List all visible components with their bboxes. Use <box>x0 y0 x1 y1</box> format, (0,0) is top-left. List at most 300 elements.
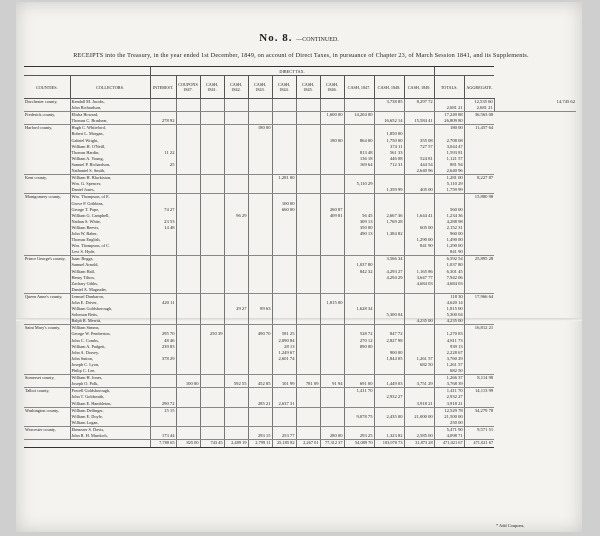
value-cell <box>150 256 176 263</box>
value-cell <box>296 388 320 395</box>
county-cell: Frederick county, <box>25 112 56 118</box>
value-cell <box>434 194 464 201</box>
collector-cell: Joseph C. Lyon, <box>70 362 150 368</box>
value-cell <box>150 125 176 132</box>
county-cell: Montgomery county, <box>25 194 62 200</box>
value-cell <box>150 249 176 256</box>
value-cell: 781 09 <box>296 381 320 388</box>
value-cell <box>374 125 404 132</box>
value-cell <box>296 125 320 132</box>
value-cell: 1,266 37 <box>434 375 464 382</box>
collector-cell: William Beevis, <box>70 225 150 231</box>
collector-cell: William H. Jones, <box>70 375 150 382</box>
collector-cell: Levi S. Hyde, <box>70 249 150 256</box>
value-cell: 4,294 29 <box>374 275 404 281</box>
county-cell: Queen Anne's county, <box>25 293 63 299</box>
value-cell <box>272 420 296 427</box>
value-cell: 682 50 <box>404 362 434 368</box>
value-cell <box>150 325 176 332</box>
value-cell <box>272 118 296 125</box>
value-cell <box>344 287 374 294</box>
total-cell: 31,873 28 <box>404 440 434 448</box>
value-cell <box>344 125 374 132</box>
value-cell <box>320 168 344 175</box>
value-cell <box>374 368 404 375</box>
value-cell <box>320 187 344 194</box>
value-cell <box>224 118 248 125</box>
value-cell <box>248 249 272 256</box>
value-cell <box>374 401 404 408</box>
col-head-counties: COUNTIES. <box>24 76 70 99</box>
value-cell: 5,471 90 <box>434 426 464 433</box>
value-cell <box>272 194 296 201</box>
value-cell: 841 90 <box>434 249 464 256</box>
value-cell: 56 45 <box>344 213 374 219</box>
county-cell: Prince George's county, <box>25 256 66 262</box>
value-cell: 1,270 83 <box>434 331 464 337</box>
value-cell <box>374 325 404 332</box>
value-cell: 1,261 57 <box>434 362 464 368</box>
title-text: No. 8. <box>259 32 293 44</box>
value-cell: 1,769 28 <box>374 219 404 225</box>
value-cell <box>272 293 296 300</box>
value-cell <box>272 388 296 395</box>
value-cell: 490 13 <box>344 231 374 237</box>
value-cell <box>200 175 224 182</box>
county-cell: Talbot county, <box>25 388 50 394</box>
value-cell <box>344 249 374 256</box>
value-cell <box>248 420 272 427</box>
county-cell: Saint Mary's county, <box>25 325 61 331</box>
value-cell <box>200 420 224 427</box>
value-cell <box>344 168 374 175</box>
value-cell: 1,281 00 <box>272 175 296 182</box>
value-cell <box>176 375 200 382</box>
value-cell <box>404 388 434 395</box>
col-head-coupons-1847: COUPONS 1847. <box>176 76 200 99</box>
value-cell: 285 21 <box>248 401 272 408</box>
value-cell: 2,637 31 <box>272 401 296 408</box>
value-cell <box>344 325 374 332</box>
value-cell: 1,411 70 <box>344 388 374 395</box>
value-cell: 1,628 34 <box>344 306 374 312</box>
value-cell <box>272 99 296 106</box>
value-cell: 1,759 99 <box>434 187 464 194</box>
value-cell <box>320 125 344 132</box>
value-cell <box>296 256 320 263</box>
col-head-cash-1848: CASH, 1848. <box>374 76 404 99</box>
collector-cell: George W. Pemberton, <box>70 331 150 337</box>
value-cell: 89 63 <box>248 306 272 312</box>
table-row <box>24 368 576 375</box>
collector-cell: John C. Combs, <box>70 338 150 344</box>
value-cell <box>404 112 434 119</box>
value-cell: 378 29 <box>150 356 176 362</box>
value-cell <box>320 368 344 375</box>
value-cell <box>320 293 344 300</box>
value-cell: 864 00 <box>344 138 374 144</box>
value-cell <box>374 426 404 433</box>
value-cell <box>374 318 404 325</box>
value-cell <box>404 368 434 375</box>
total-cell: 77,312 37 <box>320 440 344 448</box>
value-cell: 101 99 <box>272 381 296 388</box>
total-cell: 7,780 65 <box>150 440 176 448</box>
collector-cell: Wm. G. Spencer, <box>70 181 150 187</box>
value-cell <box>374 375 404 382</box>
value-cell: 17,966 64 <box>464 293 494 300</box>
value-cell: 3,918 21 <box>434 401 464 408</box>
value-cell <box>224 388 248 395</box>
table-row <box>24 293 576 300</box>
value-cell <box>404 287 434 294</box>
value-cell <box>248 407 272 414</box>
table-row <box>24 426 576 433</box>
value-cell: 2,932 27 <box>434 394 464 400</box>
value-cell <box>248 388 272 395</box>
value-cell: 4,098 71 <box>434 433 464 440</box>
value-cell <box>200 249 224 256</box>
value-cell <box>344 194 374 201</box>
value-cell: 3,918 21 <box>404 401 434 408</box>
collector-cell: Wm. Thompson, of E. <box>70 194 150 201</box>
value-cell: 2,640 96 <box>404 168 434 175</box>
value-cell <box>320 388 344 395</box>
value-cell <box>176 401 200 408</box>
county-cell: Somerset county, <box>25 375 55 381</box>
value-cell <box>176 168 200 175</box>
value-cell <box>374 420 404 427</box>
value-cell: 1,359 99 <box>374 187 404 194</box>
collector-cell: Isaac Boggs, <box>70 256 150 263</box>
table-row <box>24 105 576 112</box>
collector-cell: Robert L. Morgan, <box>70 131 150 137</box>
value-cell <box>176 287 200 294</box>
value-cell <box>272 325 296 332</box>
total-cell: 2,489 19 <box>224 440 248 448</box>
col-head-interest: INTEREST. <box>150 76 176 99</box>
value-cell: 100 00 <box>272 201 296 207</box>
table-row <box>24 375 576 382</box>
value-cell <box>464 368 494 375</box>
county-cell: Washington county, <box>25 407 59 413</box>
value-cell: 2,601 74 <box>272 356 296 362</box>
collector-cell: William Hall, <box>70 269 150 275</box>
county-cell: Harford county, <box>25 125 53 131</box>
total-cell: 2,267 01 <box>296 440 320 448</box>
value-cell <box>200 375 224 382</box>
collector-cell: Ralph R. Merritt, <box>70 318 150 325</box>
value-cell: 1,850 00 <box>374 131 404 137</box>
value-cell <box>200 125 224 132</box>
value-cell: 3,760 29 <box>434 356 464 362</box>
value-cell: 2,152 31 <box>434 225 464 231</box>
table-row <box>24 433 576 440</box>
value-cell: 1,844 05 <box>374 356 404 362</box>
table-row <box>24 118 576 125</box>
value-cell <box>200 407 224 414</box>
value-cell: 21,000 00 <box>404 414 434 420</box>
collector-cell: Joseph O. Polk, <box>70 381 150 388</box>
collector-cell: John Sutton, <box>70 356 150 362</box>
value-cell <box>404 325 434 332</box>
value-cell <box>404 407 434 414</box>
table-row <box>24 187 576 194</box>
value-cell <box>320 407 344 414</box>
value-cell <box>176 175 200 182</box>
value-cell: 8,297 72 <box>404 99 434 106</box>
value-cell <box>344 175 374 182</box>
value-cell <box>224 99 248 106</box>
table-row <box>24 388 576 395</box>
value-cell <box>176 293 200 300</box>
value-cell: 1,165 86 <box>404 269 434 275</box>
value-cell <box>176 318 200 325</box>
value-cell <box>344 105 374 112</box>
table-row <box>24 168 576 175</box>
value-cell <box>224 426 248 433</box>
value-cell: 682 50 <box>434 368 464 375</box>
value-cell <box>374 293 404 300</box>
value-cell <box>320 318 344 325</box>
col-head-cash-1842: CASH, 1842. <box>224 76 248 99</box>
value-cell: 1,281 00 <box>434 175 464 182</box>
value-cell <box>200 256 224 263</box>
value-cell: 6,301 45 <box>434 269 464 275</box>
value-cell <box>320 249 344 256</box>
total-cell: 471,021 67 <box>464 440 494 448</box>
value-cell <box>150 105 176 112</box>
collector-cell: Henry Tilton, <box>70 275 150 281</box>
value-cell <box>176 187 200 194</box>
value-cell: 841 90 <box>404 243 434 249</box>
value-cell: 1,290 00 <box>404 237 434 243</box>
value-cell <box>248 118 272 125</box>
collector-cell: Powell Goldsborough, <box>70 388 150 395</box>
value-cell <box>248 112 272 119</box>
value-cell <box>248 194 272 201</box>
value-cell: 3,647 77 <box>404 275 434 281</box>
value-cell <box>200 168 224 175</box>
value-cell: 561 33 <box>374 150 404 156</box>
value-cell <box>150 420 176 427</box>
value-cell <box>176 125 200 132</box>
table-row <box>24 420 576 427</box>
collector-cell: William A. Padgett, <box>70 344 150 350</box>
value-cell: 4,288 98 <box>434 219 464 225</box>
value-cell <box>296 407 320 414</box>
value-cell <box>200 318 224 325</box>
total-cell: 2,799 11 <box>248 440 272 448</box>
value-cell: 270 12 <box>344 338 374 344</box>
value-cell: 2,435 00 <box>374 414 404 420</box>
value-cell <box>200 105 224 112</box>
value-cell: 136 18 <box>344 156 374 162</box>
county-cell-empty <box>24 433 70 440</box>
total-cell: 743 45 <box>200 440 224 448</box>
value-cell <box>224 168 248 175</box>
value-cell <box>272 287 296 294</box>
value-cell <box>224 293 248 300</box>
county-cell-empty <box>24 118 70 125</box>
value-cell <box>320 256 344 263</box>
value-cell <box>374 112 404 119</box>
value-cell: 355 08 <box>404 138 434 144</box>
value-cell: 660 00 <box>272 207 296 213</box>
table-row <box>24 407 576 414</box>
value-cell: 1,411 70 <box>434 388 464 395</box>
value-cell <box>296 375 320 382</box>
table-row <box>24 175 576 182</box>
value-cell <box>176 194 200 201</box>
value-cell: 278 92 <box>150 118 176 125</box>
value-cell <box>224 433 248 440</box>
collector-cell: John T. Goldsmith, <box>70 394 150 400</box>
county-cell-empty <box>24 420 70 427</box>
value-cell: 239 83 <box>150 344 176 350</box>
value-cell <box>224 375 248 382</box>
value-cell <box>176 420 200 427</box>
county-cell: Dorchester county, <box>25 99 58 104</box>
value-cell: 1,234 36 <box>434 213 464 219</box>
value-cell <box>224 256 248 263</box>
value-cell: 280 00 <box>320 433 344 440</box>
value-cell <box>374 194 404 201</box>
value-cell <box>176 407 200 414</box>
value-cell <box>248 175 272 182</box>
value-cell <box>344 401 374 408</box>
document-page <box>16 2 582 532</box>
value-cell: 253 77 <box>272 433 296 440</box>
value-cell <box>150 187 176 194</box>
collector-cell: William Logan, <box>70 420 150 427</box>
value-cell <box>200 433 224 440</box>
collector-cell: Philip C. Lee, <box>70 368 150 375</box>
county-cell-empty <box>24 368 70 375</box>
value-cell <box>344 368 374 375</box>
value-cell <box>272 368 296 375</box>
value-cell <box>248 287 272 294</box>
value-cell: 6,592 54 <box>434 256 464 263</box>
value-cell <box>320 287 344 294</box>
value-cell: 4,684 03 <box>434 281 464 287</box>
value-cell: 8,114 90 <box>464 375 494 382</box>
value-cell <box>200 99 224 106</box>
table-row <box>24 99 576 106</box>
value-cell: 452 85 <box>248 381 272 388</box>
collector-cell: Thomas C. Brashear, <box>70 118 150 125</box>
table-row <box>24 318 576 325</box>
value-cell: 881 94 <box>434 162 464 168</box>
footnote: * Add Coupons, <box>496 523 525 528</box>
value-cell <box>374 388 404 395</box>
collector-cell: William G. Campbell, <box>70 213 150 219</box>
value-cell <box>296 112 320 119</box>
value-cell <box>150 175 176 182</box>
value-cell: 14,745 62 <box>494 99 576 106</box>
collector-cell: Samuel P. Richardson, <box>70 162 150 168</box>
table-row <box>24 401 576 408</box>
value-cell <box>434 325 464 332</box>
value-cell: 847 72 <box>374 331 404 337</box>
value-cell <box>344 256 374 263</box>
col-head-collectors: COLLECTORS. <box>70 76 150 99</box>
value-cell <box>320 401 344 408</box>
collector-cell: Wm. Thompson, of C. <box>70 243 150 249</box>
value-cell <box>200 426 224 433</box>
value-cell: 9,571 51 <box>464 426 494 433</box>
value-cell: 350 00 <box>344 225 374 231</box>
value-cell <box>374 407 404 414</box>
value-cell <box>176 433 200 440</box>
value-cell: 2,708 08 <box>434 138 464 144</box>
collector-cell: John R. H. Murdoch, <box>70 433 150 440</box>
col-head-cash-1849: CASH, 1849. <box>404 76 434 99</box>
value-cell: 4,684 03 <box>404 281 434 287</box>
county-cell-empty <box>24 168 70 175</box>
value-cell: 490 70 <box>248 331 272 337</box>
value-cell <box>272 249 296 256</box>
value-cell: 5,110 29 <box>434 181 464 187</box>
value-cell: 939 13 <box>434 344 464 350</box>
value-cell <box>224 420 248 427</box>
table-row <box>24 125 576 132</box>
collector-cell: George T. Pope, <box>70 207 150 213</box>
value-cell: 3,768 39 <box>434 381 464 388</box>
receipts-table <box>24 66 576 448</box>
value-cell <box>224 175 248 182</box>
col-head-cash-1845: CASH, 1845. <box>296 76 320 99</box>
value-cell <box>200 325 224 332</box>
total-cell: 825 00 <box>176 440 200 448</box>
value-cell <box>224 407 248 414</box>
value-cell <box>296 249 320 256</box>
value-cell: 21,500 00 <box>434 414 464 420</box>
value-cell <box>464 381 494 388</box>
value-cell: 12,529 78 <box>434 407 464 414</box>
value-cell <box>320 325 344 332</box>
collector-cell: Grove P. Gribbins, <box>70 201 150 207</box>
value-cell <box>150 381 176 388</box>
value-cell: 173 44 <box>150 433 176 440</box>
value-cell <box>344 187 374 194</box>
collector-cell: Thomas English, <box>70 237 150 243</box>
table-row <box>24 325 576 332</box>
value-cell <box>344 420 374 427</box>
value-cell <box>224 194 248 201</box>
collector-cell: William Dellinger, <box>70 407 150 414</box>
value-cell: 295 70 <box>150 331 176 337</box>
value-cell: 2,932 27 <box>374 394 404 400</box>
value-cell: 691 00 <box>344 381 374 388</box>
value-cell: 26,809 80 <box>434 118 464 125</box>
value-cell <box>344 407 374 414</box>
value-cell: 900 00 <box>374 350 404 356</box>
value-cell <box>464 420 494 427</box>
value-cell <box>176 118 200 125</box>
value-cell <box>176 99 200 106</box>
value-cell <box>494 105 576 112</box>
value-cell <box>404 375 434 382</box>
value-cell: 605 00 <box>404 225 434 231</box>
county-cell: Worcester county, <box>25 426 56 432</box>
value-cell: 11,457 64 <box>464 125 494 132</box>
value-cell <box>374 287 404 294</box>
table-row <box>24 287 576 294</box>
value-cell <box>344 99 374 106</box>
value-cell: 9,078 75 <box>344 414 374 420</box>
value-cell: 293 15 <box>248 433 272 440</box>
